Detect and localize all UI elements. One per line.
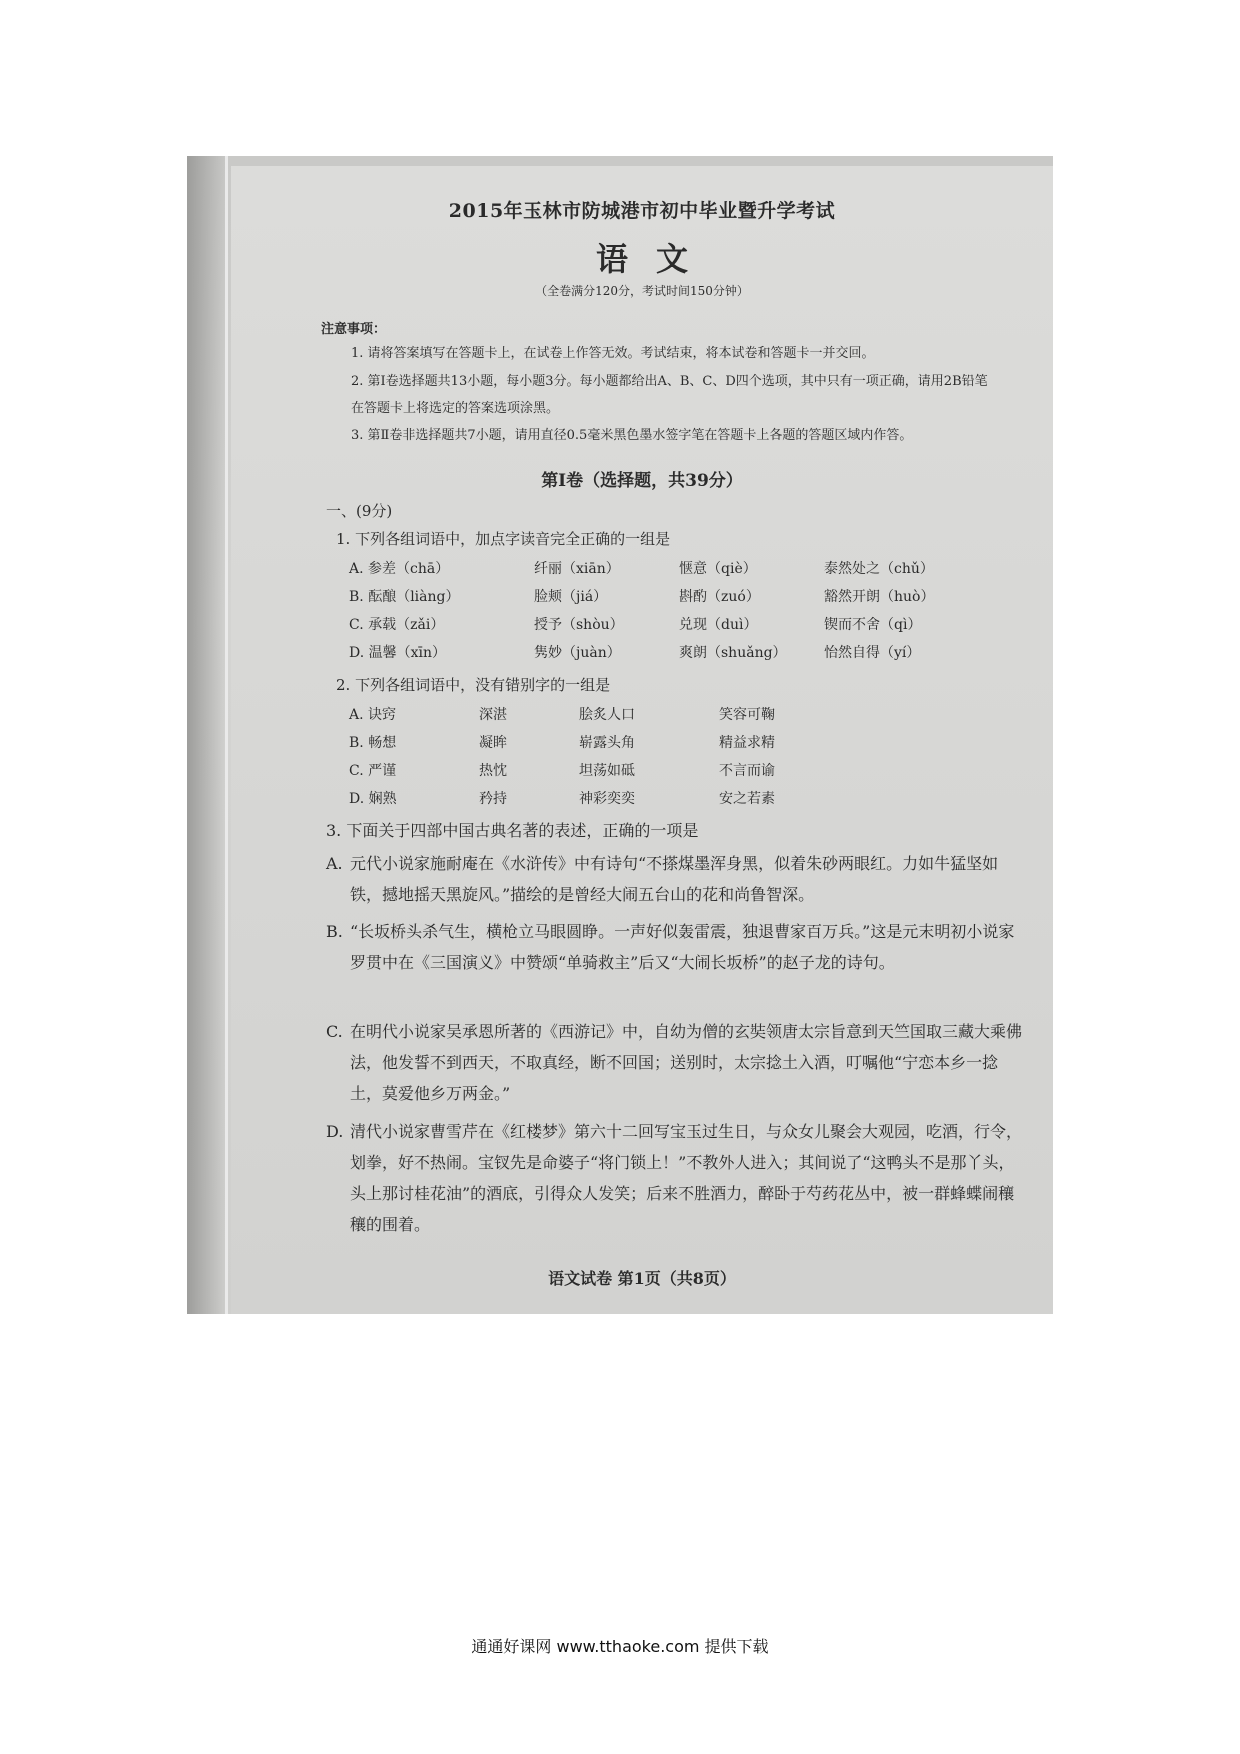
q1-cell: 脸颊（jiá） — [534, 589, 608, 605]
option-text: 元代小说家施耐庵在《水浒传》中有诗句“不搽煤墨浑身黑，似着朱砂两眼红。力如牛猛坚如铁，撼地摇天黑旋风。”描绘的是曾经大闹五台山的花和尚鲁智深。 — [350, 854, 999, 904]
q3-option-b — [326, 916, 1026, 978]
exam-meta: （全卷满分120分，考试时间150分钟） — [535, 284, 749, 298]
q1-cell: 爽朗（shuǎng） — [679, 645, 787, 661]
q2-cell: B. 畅想 — [349, 735, 397, 751]
q1-cell: C. 承载（zǎi） — [349, 617, 445, 633]
q2-cell: 不言而谕 — [719, 763, 775, 779]
q3-option-c — [326, 1016, 1026, 1109]
q1-row-a — [349, 558, 999, 582]
option-label: B. — [326, 922, 343, 941]
option-text: 清代小说家曹雪芹在《红楼梦》第六十二回写宝玉过生日，与众女儿聚会大观园，吃酒，行令，划拳，好不热闹。宝钗先是命婆子“将门锁上！”不教外人进入；其间说了“这鸭头不是那丫头，头上那讨桂花油”的酒底，引得众人发笑；后来不胜酒力，醉卧于芍药花丛中，被一群蜂蝶闹穰穰的围着。 — [350, 1122, 1023, 1234]
q1-stem: 1. 下列各组词语中，加点字读音完全正确的一组是 — [336, 530, 671, 548]
section-title: 第Ⅰ卷（选择题，共39分） — [541, 471, 743, 491]
q1-cell: B. 酝酿（liàng） — [349, 589, 460, 605]
download-footer: 通通好课网 www.tthaoke.com 提供下载 — [471, 1637, 769, 1656]
q1-cell: 授予（shòu） — [534, 617, 624, 633]
q2-row-d — [349, 788, 999, 812]
q1-cell: 兑现（duì） — [679, 617, 758, 633]
q1-cell: 纤丽（xiān） — [534, 561, 620, 577]
q2-stem: 2. 下列各组词语中，没有错别字的一组是 — [336, 676, 611, 694]
subject-heading — [231, 234, 1053, 280]
page-edge — [225, 156, 228, 1314]
exam-photo — [187, 156, 1053, 1314]
option-label: D. — [326, 1122, 344, 1141]
q1-cell: D. 温馨（xīn） — [349, 645, 447, 661]
q2-cell: C. 严谨 — [349, 763, 397, 779]
q1-cell: 泰然处之（chǔ） — [824, 561, 934, 577]
exam-sheet — [231, 166, 1053, 1314]
exam-title: 2015年玉林市防城港市初中毕业暨升学考试 — [448, 200, 836, 222]
page-number: 语文试卷 第1页（共8页） — [548, 1269, 736, 1288]
subject-char-1: 语 — [595, 240, 628, 278]
q2-row-a — [349, 704, 999, 728]
q2-cell: D. 娴熟 — [349, 791, 397, 807]
q2-cell: 笑容可鞠 — [719, 707, 775, 723]
q1-cell: 锲而不舍（qì） — [824, 617, 922, 633]
q2-cell: 安之若素 — [719, 791, 775, 807]
q3-option-a — [326, 848, 1026, 910]
option-label: A. — [326, 854, 343, 873]
q1-row-c — [349, 614, 999, 638]
notice-item-3: 3. 第Ⅱ卷非选择题共7小题，请用直径0.5毫米黑色墨水签字笔在答题卡上各题的答题区域内作答。 — [351, 428, 913, 443]
q2-cell: 凝眸 — [479, 735, 507, 751]
q2-row-c — [349, 760, 999, 784]
q2-cell: 矜持 — [479, 791, 507, 807]
q2-cell: 脍炙人口 — [579, 707, 635, 723]
q2-cell: 神彩奕奕 — [579, 791, 635, 807]
photo-shadow — [187, 156, 227, 1314]
part-heading: 一、(9分) — [326, 502, 393, 520]
q2-cell: 深湛 — [479, 707, 507, 723]
q1-cell: 惬意（qiè） — [679, 561, 757, 577]
notice-item-1: 1. 请将答案填写在答题卡上，在试卷上作答无效。考试结束，将本试卷和答题卡一并交回。 — [351, 346, 875, 361]
q1-cell: 怡然自得（yí） — [824, 645, 921, 661]
q1-cell: 豁然开朗（huò） — [824, 589, 935, 605]
q2-cell: 精益求精 — [719, 735, 775, 751]
q2-row-b — [349, 732, 999, 756]
q1-cell: 斟酌（zuó） — [679, 589, 760, 605]
notice-heading: 注意事项： — [321, 322, 387, 337]
option-text: 在明代小说家吴承恩所著的《西游记》中，自幼为僧的玄奘领唐太宗旨意到天竺国取三藏大乘佛法，他发誓不到西天，不取真经，断不回国；送别时，太宗捻土入酒，叮嘱他“宁恋本乡一捻土，莫爱他乡万两金。” — [350, 1022, 1023, 1103]
q3-option-d — [326, 1116, 1026, 1240]
option-label: C. — [326, 1022, 343, 1041]
notice-item-2: 2. 第Ⅰ卷选择题共13小题，每小题3分。每小题都给出A、B、C、D四个选项，其中只有一项正确，请用2B铅笔在答题卡上将选定的答案选项涂黑。 — [351, 374, 988, 416]
q2-cell: 崭露头角 — [579, 735, 635, 751]
q1-row-d — [349, 642, 999, 666]
q1-row-b — [349, 586, 999, 610]
q1-cell: A. 参差（chā） — [349, 561, 450, 577]
subject-char-2: 文 — [656, 240, 689, 278]
q2-cell: 热忱 — [479, 763, 507, 779]
q2-cell: A. 诀窍 — [349, 707, 397, 723]
option-text: “长坂桥头杀气生，横枪立马眼圆睁。一声好似轰雷震，独退曹家百万兵。”这是元末明初小说家罗贯中在《三国演义》中赞颂“单骑救主”后又“大闹长坂桥”的赵子龙的诗句。 — [350, 922, 1015, 972]
q2-cell: 坦荡如砥 — [579, 763, 635, 779]
q1-cell: 隽妙（juàn） — [534, 645, 621, 661]
q3-stem: 3. 下面关于四部中国古典名著的表述，正确的一项是 — [326, 821, 699, 840]
